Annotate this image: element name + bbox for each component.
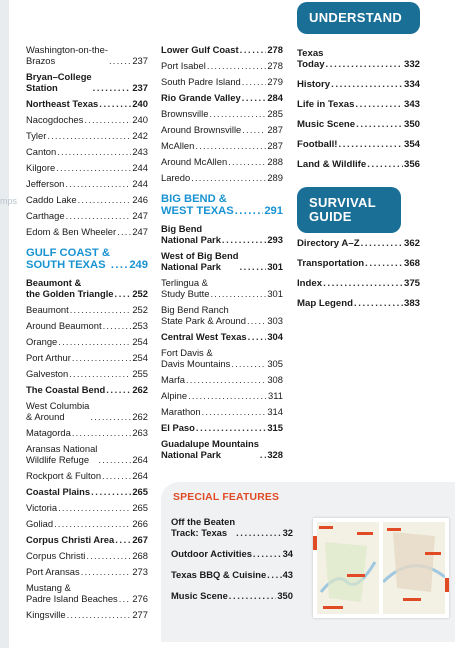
page-number: 315: [267, 422, 283, 433]
entry-title: Caddo Lake: [26, 194, 77, 205]
toc-entry: [26, 194, 148, 205]
dot-leader: [81, 566, 132, 577]
dot-leader: [65, 178, 131, 189]
page-number: 240: [132, 98, 148, 109]
toc-entry: [26, 400, 148, 422]
dot-leader: [248, 331, 267, 342]
page-number: 277: [132, 609, 148, 620]
toc-entry: [171, 548, 293, 559]
page-number: 247: [132, 210, 148, 221]
toc-entry: [171, 516, 293, 538]
entry-title: Transportation: [297, 258, 365, 269]
toc-entry: [161, 304, 283, 326]
toc-entry: [161, 60, 283, 71]
toc-entry: [297, 139, 420, 150]
entry-title: The Coastal Bend: [26, 384, 106, 395]
page-number: 237: [132, 55, 148, 66]
page-number: 242: [132, 130, 148, 141]
map-illustration-left: [317, 522, 379, 614]
entry-title: Marfa: [161, 374, 185, 385]
dot-leader: [119, 593, 132, 604]
entry-title: Central West Texas: [161, 331, 247, 342]
dot-leader: [209, 108, 266, 119]
toc-entry: [161, 422, 283, 433]
page-number: 43: [282, 569, 293, 580]
toc-entry: [26, 162, 148, 173]
survival-guide-heading: SURVIVAL GUIDE: [297, 187, 401, 233]
page-number: 350: [403, 119, 420, 130]
page-number: 311: [268, 390, 283, 401]
page-number: 243: [132, 146, 148, 157]
toc-entry: [26, 486, 148, 497]
entry-title: Aransas National Wildlife Refuge: [26, 443, 98, 465]
entry-title: Port Isabel: [161, 60, 206, 71]
page-number: 278: [267, 44, 283, 55]
entry-title: Washington-on-the- Brazos: [26, 44, 108, 66]
page-number: 288: [267, 156, 283, 167]
map-page-left: [317, 522, 379, 614]
dot-leader: [188, 390, 267, 401]
dot-leader: [228, 156, 266, 167]
dot-leader: [70, 304, 132, 315]
entry-title: Port Arthur: [26, 352, 71, 363]
toc-entry: [297, 278, 420, 289]
entry-title: Jefferson: [26, 178, 65, 189]
dot-leader: [267, 569, 281, 580]
page-number: 301: [267, 288, 283, 299]
page-number: 267: [132, 534, 148, 545]
toc-entry: [26, 277, 148, 299]
entry-title: McAllen: [161, 140, 195, 151]
page-number: 291: [264, 205, 283, 217]
dot-leader: [196, 422, 266, 433]
page-number: 252: [132, 288, 148, 299]
page-number: 279: [267, 76, 283, 87]
toc-entry: [26, 534, 148, 545]
page-number: 287: [267, 140, 283, 151]
toc-entry: [161, 140, 283, 151]
entry-title: Off the Beaten Track: Texas: [171, 516, 236, 538]
dot-leader: [86, 550, 131, 561]
entry-title: Big Bend National Park: [161, 223, 221, 245]
entry-title: Tyler: [26, 130, 47, 141]
page-number: 383: [403, 298, 420, 309]
page-number: 287: [267, 124, 283, 135]
entry-title: History: [297, 79, 331, 90]
dot-leader: [47, 130, 131, 141]
entry-title: Directory A–Z: [297, 238, 360, 249]
entry-title: Around Beaumont: [26, 320, 102, 331]
toc-entry: [26, 609, 148, 620]
dot-leader: [103, 320, 132, 331]
dot-leader: [78, 194, 132, 205]
dot-leader: [331, 79, 403, 90]
entry-title: Big Bend Ranch State Park & Around: [161, 304, 246, 326]
page-number: 368: [403, 258, 420, 269]
dot-leader: [236, 527, 281, 538]
page-number: 273: [132, 566, 148, 577]
dot-leader: [84, 114, 131, 125]
entry-title: Mustang & Padre Island Beaches: [26, 582, 118, 604]
dot-leader: [229, 590, 277, 601]
page-number: 262: [132, 411, 148, 422]
page-number: 334: [403, 79, 420, 90]
entry-title: Port Aransas: [26, 566, 80, 577]
entry-title: Carthage: [26, 210, 65, 221]
page-edge: [0, 0, 9, 648]
entry-title: Nacogdoches: [26, 114, 84, 125]
page-number: 249: [129, 259, 148, 271]
toc-entry: [26, 352, 148, 363]
toc-entry: [297, 99, 420, 110]
toc-entry: [26, 320, 148, 331]
entry-title: Galveston: [26, 368, 69, 379]
entry-title: Northeast Texas: [26, 98, 99, 109]
toc-entry: [297, 238, 420, 249]
page-number: 265: [132, 502, 148, 513]
dot-leader: [56, 162, 131, 173]
toc-entry: [161, 277, 283, 299]
toc-entry: [171, 569, 293, 580]
dot-leader: [235, 205, 264, 217]
dot-leader: [72, 352, 132, 363]
page-number: 262: [132, 384, 148, 395]
page-number: 266: [132, 518, 148, 529]
toc-entry: [26, 226, 148, 237]
entry-title: Alpine: [161, 390, 188, 401]
toc-entry: [161, 223, 283, 245]
dot-leader: [111, 259, 128, 271]
toc-entry: [171, 590, 293, 601]
toc-entry: [26, 582, 148, 604]
special-features-panel: [161, 482, 455, 642]
entry-title: Kilgore: [26, 162, 56, 173]
entry-title: Laredo: [161, 172, 191, 183]
toc-entry: [297, 79, 420, 90]
page-number: 237: [132, 82, 148, 93]
dot-leader: [367, 159, 403, 170]
page-number: 244: [132, 162, 148, 173]
entry-title: Orange: [26, 336, 58, 347]
toc-entry: [26, 114, 148, 125]
toc-entry: [297, 298, 420, 309]
dot-leader: [355, 99, 403, 110]
dot-leader: [356, 119, 403, 130]
page-number: 303: [267, 315, 283, 326]
toc-entry: [161, 347, 283, 369]
toc-entry: [26, 178, 148, 189]
special-features-list: [171, 516, 293, 611]
toc-entry: [26, 304, 148, 315]
page-number: 32: [282, 527, 293, 538]
page-number: 254: [132, 336, 148, 347]
understand-list: [297, 48, 420, 179]
toc-entry: [26, 130, 148, 141]
entry-title: Edom & Ben Wheeler: [26, 226, 117, 237]
toc-entry: [161, 390, 283, 401]
entry-title: Victoria: [26, 502, 58, 513]
entry-title: GULF COAST & SOUTH TEXAS: [26, 247, 110, 271]
toc-entry: [26, 384, 148, 395]
entry-title: Beaumont: [26, 304, 69, 315]
toc-entry: [161, 156, 283, 167]
toc-entry: [161, 92, 283, 103]
understand-heading: UNDERSTAND: [297, 2, 420, 34]
dot-leader: [98, 454, 131, 465]
page-number: 264: [132, 470, 148, 481]
entry-title: Map Legend: [297, 298, 353, 309]
entry-title: Outdoor Activities: [171, 548, 252, 559]
dot-leader: [242, 124, 266, 135]
page-number: 301: [267, 261, 283, 272]
dot-leader: [90, 411, 131, 422]
dot-leader: [247, 315, 266, 326]
map-illustration-right: [383, 522, 445, 614]
dot-leader: [339, 139, 403, 150]
entry-title: Brownsville: [161, 108, 209, 119]
dot-leader: [242, 76, 267, 87]
toc-entry: [26, 502, 148, 513]
toc-entry: [161, 374, 283, 385]
dot-leader: [67, 609, 132, 620]
dot-leader: [231, 358, 266, 369]
dot-leader: [69, 368, 131, 379]
dot-leader: [186, 374, 266, 385]
page-number: 284: [267, 92, 283, 103]
page-number: 328: [267, 449, 283, 460]
page-number: 246: [132, 194, 148, 205]
page-number: 244: [132, 178, 148, 189]
dot-leader: [253, 548, 282, 559]
dot-leader: [365, 258, 403, 269]
page-number: 289: [267, 172, 283, 183]
page-number: 314: [267, 406, 283, 417]
page-number: 278: [267, 60, 283, 71]
entry-title: Index: [297, 278, 323, 289]
page-number: 263: [132, 427, 148, 438]
page-number: 293: [267, 234, 283, 245]
page-number: 375: [403, 278, 420, 289]
toc-entry: [26, 368, 148, 379]
page-number: 247: [132, 226, 148, 237]
entry-title: Around Brownsville: [161, 124, 242, 135]
entry-title: Corpus Christi Area: [26, 534, 115, 545]
dot-leader: [202, 406, 267, 417]
toc-entry: [161, 250, 283, 272]
entry-title: Bryan–College Station: [26, 71, 92, 93]
dot-leader: [260, 449, 266, 460]
map-edge-tab: [313, 536, 317, 550]
page-number: 305: [267, 358, 283, 369]
entry-title: Matagorda: [26, 427, 71, 438]
map-edge-tab: [445, 578, 449, 592]
dot-leader: [91, 486, 131, 497]
dot-leader: [222, 234, 266, 245]
entry-title: Texas Today: [297, 48, 325, 70]
toc-entry: [297, 119, 420, 130]
entry-title: Corpus Christi: [26, 550, 86, 561]
dot-leader: [191, 172, 266, 183]
entry-title: Marathon: [161, 406, 201, 417]
entry-title: Guadalupe Mountains National Park: [161, 438, 259, 460]
map-page-right: [383, 522, 445, 614]
dot-leader: [58, 502, 131, 513]
toc-entry: [26, 71, 148, 93]
toc-entry: [297, 258, 420, 269]
toc-entry: [161, 172, 283, 183]
entry-title: Goliad: [26, 518, 54, 529]
dot-leader: [99, 98, 131, 109]
dot-leader: [207, 60, 267, 71]
toc-entry: [26, 443, 148, 465]
toc-entry: [161, 108, 283, 119]
dot-leader: [326, 59, 403, 70]
toc-entry: [26, 98, 148, 109]
page-number: 268: [132, 550, 148, 561]
toc-entry: [26, 470, 148, 481]
page-number: 255: [132, 368, 148, 379]
page-number: 285: [267, 108, 283, 119]
toc-entry: [26, 146, 148, 157]
entry-title: El Paso: [161, 422, 195, 433]
toc-entry: [297, 159, 420, 170]
dot-leader: [115, 288, 132, 299]
entry-title: Kingsville: [26, 609, 66, 620]
page-number: 254: [132, 352, 148, 363]
page-number: 354: [403, 139, 420, 150]
entry-title: Music Scene: [171, 590, 228, 601]
dot-leader: [239, 261, 266, 272]
toc-entry: [161, 124, 283, 135]
entry-title: Coastal Plains: [26, 486, 91, 497]
entry-title: Texas BBQ & Cuisine: [171, 569, 267, 580]
dot-leader: [354, 298, 403, 309]
dot-leader: [240, 44, 267, 55]
toc-entry: [26, 44, 148, 66]
dot-leader: [210, 288, 266, 299]
dot-leader: [109, 55, 131, 66]
dot-leader: [57, 146, 131, 157]
toc-entry: [26, 566, 148, 577]
page-number: 252: [132, 304, 148, 315]
special-features-heading: SPECIAL FEATURES: [173, 492, 280, 503]
page-number: 356: [403, 159, 420, 170]
dot-leader: [54, 518, 131, 529]
dot-leader: [242, 92, 267, 103]
dot-leader: [106, 384, 131, 395]
dot-leader: [115, 534, 131, 545]
toc-entry: [297, 48, 420, 70]
entry-title: Music Scene: [297, 119, 356, 130]
toc-entry: [161, 438, 283, 460]
entry-title: Life in Texas: [297, 99, 355, 110]
entry-title: West of Big Bend National Park: [161, 250, 239, 272]
dot-leader: [102, 470, 131, 481]
dot-leader: [361, 238, 403, 249]
entry-title: BIG BEND & WEST TEXAS: [161, 193, 234, 217]
survival-list: [297, 238, 420, 318]
entry-title: Canton: [26, 146, 57, 157]
toc-entry: [26, 550, 148, 561]
dot-leader: [195, 140, 266, 151]
map-spread-thumbnail: [313, 518, 449, 618]
dot-leader: [117, 226, 131, 237]
entry-title: Land & Wildlife: [297, 159, 367, 170]
section-heading: [26, 247, 148, 271]
toc-entry: [161, 76, 283, 87]
entry-title: Fort Davis & Davis Mountains: [161, 347, 231, 369]
page-number: 253: [132, 320, 148, 331]
entry-title: Lower Gulf Coast: [161, 44, 239, 55]
dot-leader: [66, 210, 132, 221]
toc-entry: [161, 406, 283, 417]
toc-entry: [26, 518, 148, 529]
page-number: 276: [132, 593, 148, 604]
dot-leader: [323, 278, 403, 289]
toc-entry: [161, 331, 283, 342]
section-heading: [161, 193, 283, 217]
page-number: 264: [132, 454, 148, 465]
entry-title: Rio Grande Valley: [161, 92, 241, 103]
page-number: 304: [267, 331, 283, 342]
watermark-text: mps: [0, 196, 18, 206]
page-number: 332: [403, 59, 420, 70]
page-number: 350: [277, 590, 293, 601]
page-number: 308: [267, 374, 283, 385]
toc-column-1: [26, 44, 148, 625]
entry-title: Around McAllen: [161, 156, 228, 167]
page-number: 362: [403, 238, 420, 249]
toc-entry: [26, 427, 148, 438]
toc-column-2: [161, 44, 283, 465]
dot-leader: [58, 336, 131, 347]
toc-entry: [26, 336, 148, 347]
dot-leader: [93, 82, 132, 93]
entry-title: South Padre Island: [161, 76, 241, 87]
toc-entry: [161, 44, 283, 55]
entry-title: Football!: [297, 139, 338, 150]
entry-title: West Columbia & Around: [26, 400, 90, 422]
entry-title: Rockport & Fulton: [26, 470, 102, 481]
entry-title: Terlingua & Study Butte: [161, 277, 210, 299]
dot-leader: [72, 427, 132, 438]
page-number: 265: [132, 486, 148, 497]
entry-title: Beaumont & the Golden Triangle: [26, 277, 114, 299]
toc-entry: [26, 210, 148, 221]
page-number: 240: [132, 114, 148, 125]
page-number: 34: [282, 548, 293, 559]
page-number: 343: [403, 99, 420, 110]
